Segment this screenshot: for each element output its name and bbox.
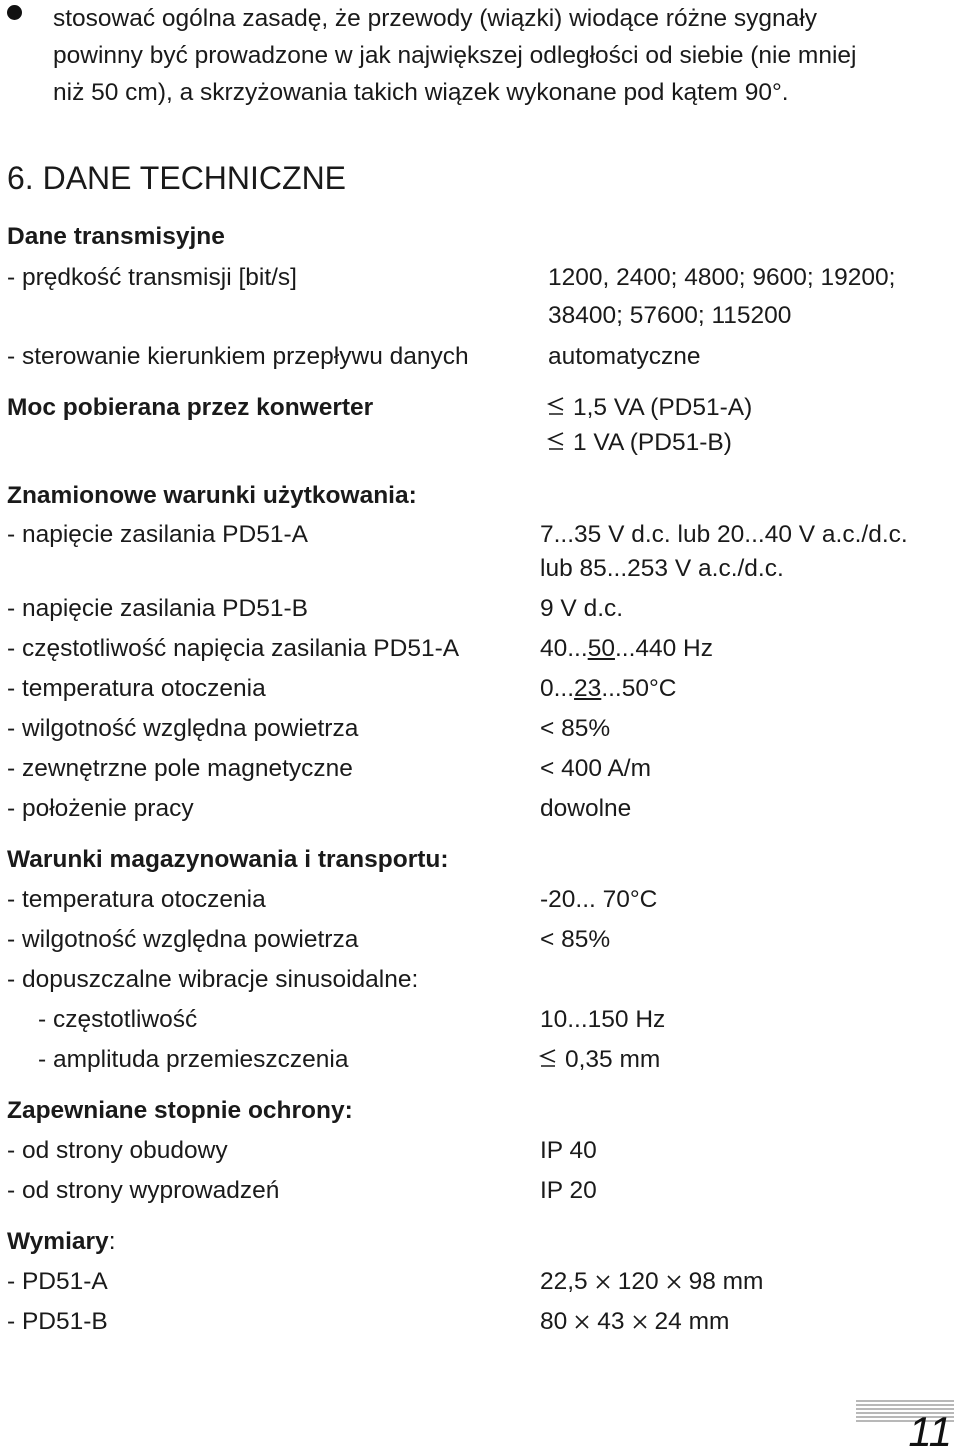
housing-protection-value: IP 40 — [540, 1137, 597, 1164]
humidity-label: - wilgotność względna powietrza — [7, 715, 359, 742]
times-icon — [666, 1274, 682, 1290]
supply-a-label: - napięcie zasilania PD51-A — [7, 521, 308, 548]
page-number: 11 — [908, 1408, 952, 1455]
dimensions-a-label: - PD51-A — [7, 1268, 108, 1295]
frequency-label: - częstotliwość napięcia zasilania PD51-A — [7, 635, 460, 662]
dimensions-b-label: - PD51-B — [7, 1308, 108, 1335]
speed-value-line-1: 1200, 2400; 4800; 9600; 19200; — [548, 264, 896, 291]
less-or-equal-icon — [537, 1047, 559, 1069]
speed-label: - prędkość transmisji [bit/s] — [7, 264, 297, 291]
times-icon — [632, 1314, 648, 1330]
vibration-frequency-label: - częstotliwość — [38, 1006, 198, 1033]
vibration-frequency-value: 10...150 Hz — [540, 1006, 666, 1033]
vibration-label: - dopuszczalne wibracje sinusoidalne: — [7, 966, 419, 993]
times-icon — [595, 1274, 611, 1290]
magnetic-field-label: - zewnętrzne pole magnetyczne — [7, 755, 353, 782]
storage-heading: Warunki magazynowania i transportu: — [7, 846, 449, 873]
supply-a-value-2: lub 85...253 V a.c./d.c. — [540, 555, 784, 582]
less-or-equal-icon — [545, 395, 567, 417]
transmission-heading: Dane transmisyjne — [7, 223, 225, 250]
terminals-protection-label: - od strony wyprowadzeń — [7, 1177, 280, 1204]
vibration-amplitude-label: - amplituda przemieszczenia — [38, 1046, 349, 1073]
working-position-label: - położenie pracy — [7, 795, 194, 822]
humidity-value: < 85% — [540, 715, 611, 742]
times-icon — [574, 1314, 590, 1330]
power-heading: Moc pobierana przez konwerter — [7, 394, 374, 421]
storage-humidity-value: < 85% — [540, 926, 611, 953]
dimensions-heading: Wymiary: — [7, 1228, 116, 1255]
intro-line-2: powinny być prowadzone w jak największej odległości od siebie (nie mniej — [53, 42, 857, 69]
dimensions-a-value: 22,5 120 98 mm — [540, 1268, 764, 1295]
intro-line-1: stosować ogólna zasadę, że przewody (wiązki) wiodące różne sygnały — [53, 5, 817, 32]
storage-humidity-label: - wilgotność względna powietrza — [7, 926, 359, 953]
power-value-a: 1,5 VA (PD51-A) — [545, 393, 752, 423]
storage-temperature-label: - temperatura otoczenia — [7, 886, 266, 913]
speed-value-line-2: 38400; 57600; 115200 — [548, 302, 792, 329]
terminals-protection-value: IP 20 — [540, 1177, 597, 1204]
temperature-label: - temperatura otoczenia — [7, 675, 266, 702]
working-position-value: dowolne — [540, 795, 632, 822]
dimensions-b-value: 80 43 24 mm — [540, 1308, 730, 1335]
supply-a-value-1: 7...35 V d.c. lub 20...40 V a.c./d.c. — [540, 521, 908, 548]
temperature-value: 0...23...50°C — [540, 675, 677, 702]
vibration-amplitude-value: 0,35 mm — [537, 1045, 660, 1075]
intro-paragraph — [53, 0, 953, 111]
bullet-icon — [7, 5, 22, 20]
housing-protection-label: - od strony obudowy — [7, 1137, 228, 1164]
supply-b-label: - napięcie zasilania PD51-B — [7, 595, 308, 622]
less-or-equal-icon — [545, 430, 567, 452]
section-title: 6. DANE TECHNICZNE — [7, 160, 347, 196]
flow-control-label: - sterowanie kierunkiem przepływu danych — [7, 343, 469, 370]
power-value-b: 1 VA (PD51-B) — [545, 428, 732, 458]
protection-heading: Zapewniane stopnie ochrony: — [7, 1097, 353, 1124]
supply-b-value: 9 V d.c. — [540, 595, 624, 622]
magnetic-field-value: < 400 A/m — [540, 755, 652, 782]
flow-control-value: automatyczne — [548, 343, 701, 370]
operating-heading: Znamionowe warunki użytkowania: — [7, 482, 417, 509]
intro-line-3: niż 50 cm), a skrzyżowania takich wiązek wykonane pod kątem 90°. — [53, 79, 789, 106]
storage-temperature-value: -20... 70°C — [540, 886, 658, 913]
frequency-value: 40...50...440 Hz — [540, 635, 714, 662]
